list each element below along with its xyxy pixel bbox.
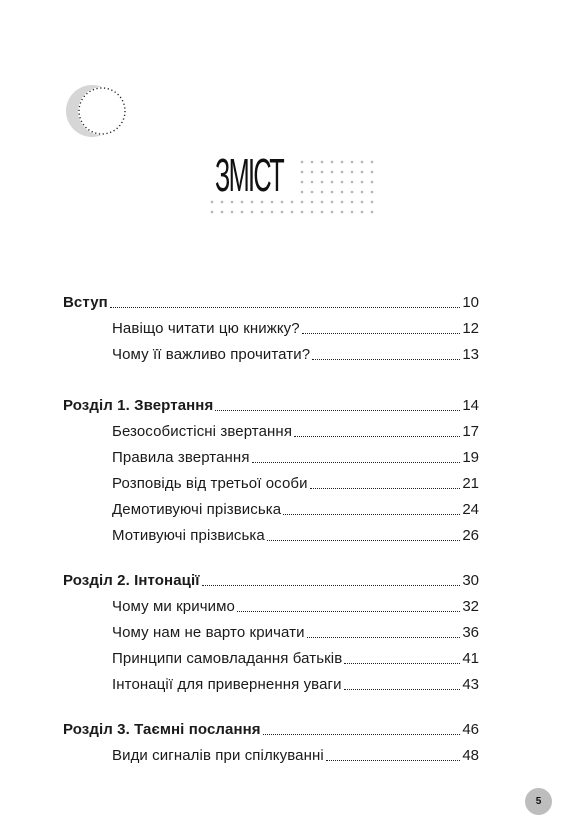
pattern-dot [271,201,274,204]
pattern-dot [301,201,304,204]
pattern-dot [351,201,354,204]
toc-label: Мотивуючі прізвиська [112,527,265,544]
toc-label: Розділ 1. Звертання [63,397,214,414]
toc-label: Навіщо читати цю книжку? [112,320,300,337]
toc-page-number: 12 [462,320,479,337]
moon-icon [66,83,128,139]
toc-section-row[interactable] [112,592,479,616]
pattern-dot [311,171,314,174]
dot-leader [326,760,461,761]
toc-page-number: 36 [462,624,479,641]
page-number-badge: 5 [525,788,552,815]
pattern-dot [251,211,254,214]
dot-leader [307,637,461,638]
pattern-dot [221,211,224,214]
pattern-dot [281,211,284,214]
dot-leader [344,689,461,690]
toc-page-number: 26 [462,527,479,544]
dot-leader [267,540,460,541]
toc-page-number: 13 [462,346,479,363]
toc-label: Інтонації для привернення уваги [112,676,342,693]
pattern-dot [321,201,324,204]
pattern-dot [361,201,364,204]
pattern-dot [231,211,234,214]
pattern-dot [371,171,374,174]
pattern-dot [311,181,314,184]
toc-page-number: 48 [462,747,479,764]
pattern-dot [361,191,364,194]
toc-chapter-row[interactable] [63,715,479,739]
toc-section-row[interactable] [112,644,479,668]
pattern-dot [291,211,294,214]
pattern-dot [351,211,354,214]
pattern-dot [261,201,264,204]
toc-page-number: 30 [462,572,479,589]
pattern-dot [341,161,344,164]
toc-section-row[interactable] [112,417,479,441]
pattern-dot [371,211,374,214]
toc-page-number: 32 [462,598,479,615]
dot-leader [344,663,460,664]
pattern-dot [371,201,374,204]
pattern-dot [321,191,324,194]
pattern-dot [341,201,344,204]
pattern-dot [331,201,334,204]
toc-section-row[interactable] [112,521,479,545]
pattern-dot [361,211,364,214]
toc-label: Чому нам не варто кричати [112,624,305,641]
dot-leader [263,734,461,735]
dot-leader [110,307,461,308]
toc-section-row[interactable] [112,618,479,642]
toc-label: Демотивуючі прізвиська [112,501,282,518]
pattern-dot [301,181,304,184]
pattern-dot [331,181,334,184]
pattern-dot [351,161,354,164]
dot-leader [283,514,460,515]
pattern-dot [221,201,224,204]
dot-leader [237,611,460,612]
pattern-dot [341,181,344,184]
toc-page-number: 19 [462,449,479,466]
toc-chapter-row[interactable] [63,288,479,312]
pattern-dot [321,161,324,164]
toc-label: Розділ 2. Інтонації [63,572,200,589]
toc-label: Розділ 3. Таємні послання [63,721,261,738]
pattern-dot [331,191,334,194]
pattern-dot [261,211,264,214]
pattern-dot [371,191,374,194]
toc-section-row[interactable] [112,314,479,338]
pattern-dot [301,171,304,174]
toc-page-number: 24 [462,501,479,518]
pattern-dot [311,201,314,204]
toc-label: Безособистісні звертання [112,423,293,440]
pattern-dot [301,211,304,214]
toc-section-row[interactable] [112,469,479,493]
pattern-dot [361,161,364,164]
dot-leader [215,410,460,411]
toc-page-number: 43 [462,676,479,693]
pattern-dot [311,211,314,214]
toc-section-row[interactable] [112,340,479,364]
toc-label: Чому ми кричимо [112,598,235,615]
pattern-dot [321,211,324,214]
pattern-dot [321,181,324,184]
dot-leader [312,359,460,360]
toc-page-number: 46 [462,721,479,738]
pattern-dot [311,161,314,164]
pattern-dot [351,171,354,174]
toc-section-row[interactable] [112,495,479,519]
dot-leader [252,462,461,463]
pattern-dot [331,171,334,174]
pattern-dot [331,161,334,164]
pattern-dot [271,211,274,214]
toc-chapter-row[interactable] [63,566,479,590]
toc-page-number: 17 [462,423,479,440]
pattern-dot [371,181,374,184]
pattern-dot [321,171,324,174]
toc-section-row[interactable] [112,741,479,765]
pattern-dot [341,191,344,194]
page-title: ЗМІСТ [215,149,284,201]
pattern-dot [231,201,234,204]
pattern-dot [371,161,374,164]
pattern-dot [301,191,304,194]
toc-label: Розповідь від третьої особи [112,475,308,492]
toc-page-number: 41 [462,650,479,667]
toc-page-number: 14 [462,397,479,414]
toc-page-number: 21 [462,475,479,492]
pattern-dot [341,171,344,174]
dot-leader [202,585,461,586]
pattern-dot [211,211,214,214]
toc-label: Правила звертання [112,449,250,466]
dot-leader [294,436,460,437]
toc-label: Принципи самовладання батьків [112,650,343,667]
pattern-dot [211,201,214,204]
pattern-dot [241,201,244,204]
toc-section-row[interactable] [112,443,479,467]
pattern-dot [351,181,354,184]
toc-label: Види сигналів при спілкуванні [112,747,324,764]
pattern-dot [251,201,254,204]
pattern-dot [311,191,314,194]
pattern-dot [361,181,364,184]
toc-section-row[interactable] [112,670,479,694]
pattern-dot [241,211,244,214]
pattern-dot [361,171,364,174]
toc-page-number: 10 [462,294,479,311]
dot-leader [302,333,461,334]
toc-chapter-row[interactable] [63,391,479,415]
pattern-dot [341,211,344,214]
toc-label: Вступ [63,294,108,311]
pattern-dot [301,161,304,164]
pattern-dot [281,201,284,204]
pattern-dot [291,201,294,204]
pattern-dot [351,191,354,194]
pattern-dot [331,211,334,214]
toc-label: Чому її важливо прочитати? [112,346,311,363]
dot-leader [310,488,461,489]
